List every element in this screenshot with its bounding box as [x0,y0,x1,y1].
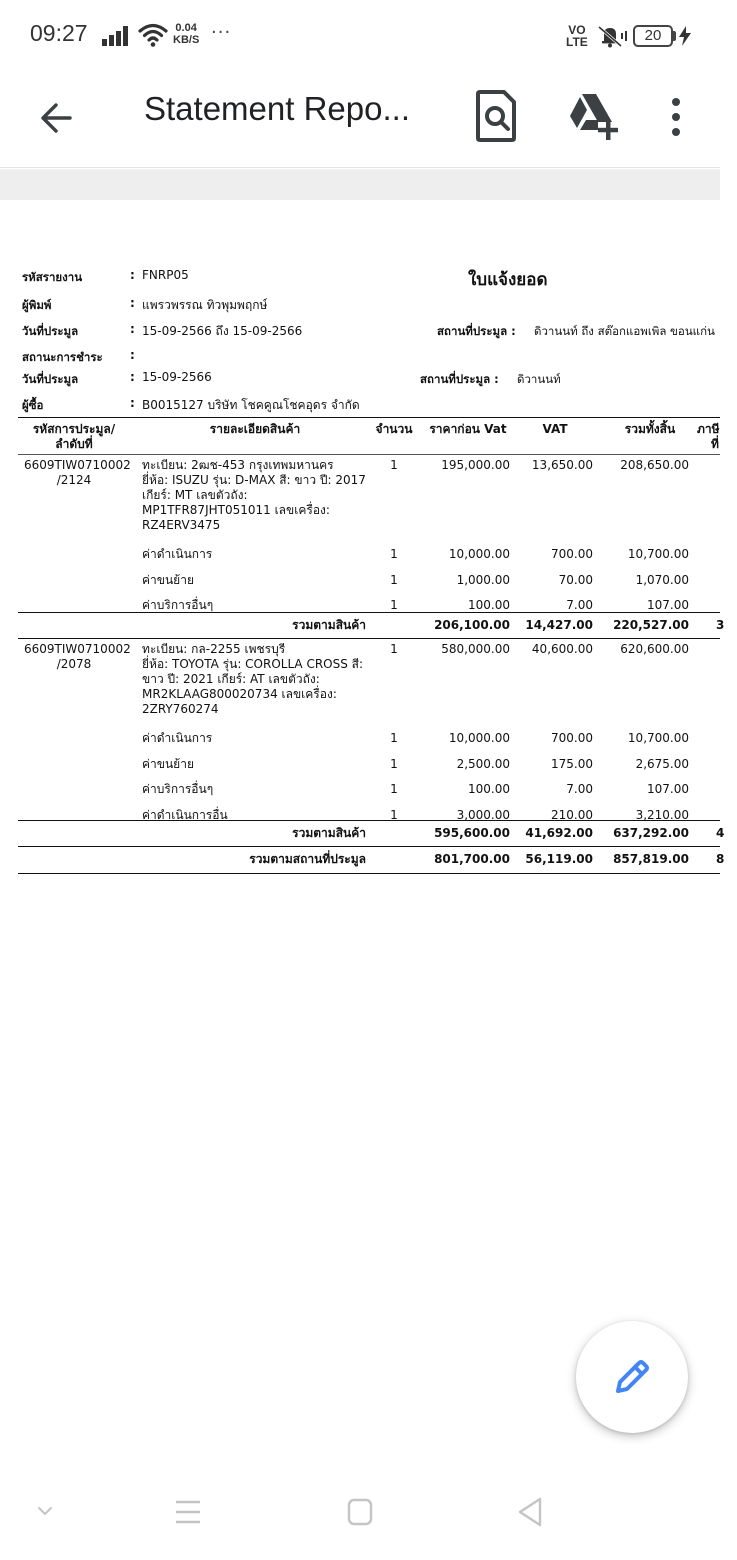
location-range-label: สถานที่ประมูล : [437,324,516,338]
fee-total: 1,070.00 [635,572,689,587]
item-description-line: RZ4ERV3475 [142,518,221,532]
subtotal-vat: 41,692.00 [525,826,593,840]
fee-vat: 175.00 [551,756,593,771]
fee-name: ค่าดำเนินการ [142,731,213,745]
item-description-line: ยี่ห้อ: TOYOTA รุ่น: COROLLA CROSS สี: [142,657,364,671]
item-description-line: MR2KLAAG800020734 เลขเครื่อง: [142,687,337,701]
add-to-drive-icon[interactable] [562,86,622,146]
grand-total-vat: 56,119.00 [525,852,593,866]
item-description-line: MP1TFR87JHT051011 เลขเครื่อง: [142,503,330,517]
fee-qty: 1 [390,756,398,771]
fee-total: 3,210.00 [635,807,689,822]
colon: : [130,396,135,410]
item-description-line: ขาว ปี: 2021 เกียร์: AT เลขตัวถัง: [142,672,320,686]
fee-vat: 700.00 [551,547,593,561]
grand-total-label: รวมตามสถานที่ประมูล [249,852,366,866]
printer-value: แพรวพรรณ ทิวพุมพฤกษ์ [142,298,268,312]
subtotal-vat: 14,427.00 [525,618,593,632]
colon: : [130,268,135,282]
column-header-total: รวมทั้งสิ้น [624,422,676,436]
edit-fab-button[interactable] [576,1321,688,1433]
fee-vat: 70.00 [558,572,593,587]
volte-indicator: VO LTE [566,23,588,49]
back-nav-icon[interactable] [508,1494,552,1530]
column-header-extra: ภาษี ที่ [697,422,720,451]
charging-bolt-icon [678,26,692,46]
item-description-line: เกียร์: MT เลขตัวถัง: [142,488,248,502]
fee-vat: 210.00 [551,807,593,822]
auction-code: 6609TIW0710002 [24,642,131,656]
colon: : [130,348,135,362]
item-price: 195,000.00 [441,458,510,472]
auction-code: 6609TIW0710002 [24,458,131,472]
pencil-icon [610,1355,654,1399]
chevron-down-icon[interactable] [30,1494,74,1530]
network-speed: 0.04 KB/S [173,22,200,46]
fee-qty: 1 [390,807,398,822]
signal-icon [102,26,130,46]
fee-price: 100.00 [468,782,510,796]
fee-total: 107.00 [647,782,689,796]
fee-vat: 7.00 [566,598,593,612]
fee-name: ค่าดำเนินการอื่น [142,807,228,822]
subtotal-price: 206,100.00 [434,618,510,632]
grand-total-bottom-rule [18,873,720,874]
system-nav-bar [0,1470,720,1560]
status-time: 09:27 [30,20,88,46]
colon: : [130,322,135,336]
report-code-value: FNRP05 [142,268,189,282]
fee-qty: 1 [390,547,398,561]
item-total: 208,650.00 [620,458,689,472]
find-in-page-icon[interactable] [470,88,522,144]
table-top-rule [18,417,720,418]
fee-price: 100.00 [468,598,510,612]
status-bar [0,0,720,72]
location-range-value: ดิวานนท์ ถึง สต๊อกแอพเพิล ขอนแก่น [534,324,715,338]
fee-vat: 700.00 [551,731,593,745]
fee-price: 1,000.00 [456,572,510,587]
item-vat: 40,600.00 [531,642,593,656]
item-vat: 13,650.00 [531,458,593,472]
subtotal-bottom-rule [18,638,720,639]
printer-label: ผู้พิมพ์ [22,298,52,312]
column-header-price: ราคาก่อน Vat [429,422,507,436]
fee-price: 3,000.00 [456,807,510,822]
fee-name: ค่าบริการอื่นๆ [142,598,214,612]
auction-date-label: วันที่ประมูล [22,372,79,386]
date-range-value: 15-09-2566 ถึง 15-09-2566 [142,324,303,338]
fee-qty: 1 [390,782,398,796]
fee-total: 10,700.00 [627,731,689,745]
more-vert-icon[interactable] [660,90,692,146]
fee-name: ค่าขนย้าย [142,572,194,587]
fee-qty: 1 [390,731,398,745]
fee-name: ค่าขนย้าย [142,756,194,771]
column-header-vat: VAT [542,422,568,436]
item-description-line: 2ZRY760274 [142,702,219,716]
buyer-value: B0015127 บริษัท โชคคูณโชคอุดร จำกัด [142,398,360,412]
item-description-line: ยี่ห้อ: ISUZU รุ่น: D-MAX สี: ขาว ปี: 2017 [142,473,366,487]
buyer-label: ผู้ซื้อ [22,398,44,412]
subtotal-total: 637,292.00 [613,826,689,840]
date-range-label: วันที่ประมูล [22,324,79,338]
battery-icon: 20 [633,25,673,47]
auction-sequence: /2078 [56,657,92,671]
report-code-label: รหัสรายงาน [22,270,83,284]
fee-qty: 1 [390,572,398,587]
column-header-qty: จำนวน [375,422,413,436]
grand-total-price: 801,700.00 [434,852,510,866]
document-top-margin [0,169,720,200]
app-bar [0,72,720,168]
column-header-details: รายละเอียดสินค้า [209,422,301,436]
colon: : [130,296,135,310]
document-title: Statement Repo... [144,90,410,127]
subtotal-bottom-rule [18,846,720,847]
colon: : [130,370,135,384]
fee-total: 10,700.00 [627,547,689,561]
statement-title: ใบแจ้งยอด [468,270,548,290]
auction-date-value: 15-09-2566 [142,370,212,384]
fee-price: 2,500.00 [456,756,510,771]
fee-name: ค่าดำเนินการ [142,547,213,561]
item-total: 620,600.00 [620,642,689,656]
subtotal-top-rule [18,820,720,821]
item-qty: 1 [390,642,398,656]
fee-total: 107.00 [647,598,689,612]
home-icon[interactable] [338,1494,382,1530]
grand-total-total: 857,819.00 [613,852,689,866]
statement-document [0,200,725,1440]
subtotal-label: รวมตามสินค้า [292,618,366,632]
fee-name: ค่าบริการอื่นๆ [142,782,214,796]
column-header-code: รหัสการประมูล/ ลำดับที่ [32,422,116,451]
recent-apps-icon[interactable] [166,1494,210,1530]
fee-total: 2,675.00 [635,756,689,771]
subtotal-top-rule [18,612,720,613]
battery-tip [673,31,676,41]
auction-sequence: /2124 [56,473,92,487]
table-header-rule [18,454,720,455]
subtotal-label: รวมตามสินค้า [292,826,366,840]
fee-qty: 1 [390,598,398,612]
fee-vat: 7.00 [566,782,593,796]
wifi-icon [138,22,168,48]
subtotal-extra: 4 [716,826,725,840]
subtotal-extra: 3 [716,618,725,632]
payment-status-label: สถานะการชำระ [22,350,103,364]
location-value: ดิวานนท์ [517,372,561,386]
arrow-back-icon[interactable] [30,92,82,144]
fee-price: 10,000.00 [448,731,510,745]
grand-total-extra: 8 [716,852,725,866]
item-qty: 1 [390,458,398,472]
item-description-line: ทะเบียน: กล-2255 เพชรบุรี [142,642,286,656]
subtotal-price: 595,600.00 [434,826,510,840]
item-description-line: ทะเบียน: 2ฒช-453 กรุงเทพมหานคร [142,458,334,472]
fee-price: 10,000.00 [448,547,510,561]
subtotal-total: 220,527.00 [613,618,689,632]
more-notifications-icon: ··· [211,22,232,43]
item-price: 580,000.00 [441,642,510,656]
mute-bell-icon [596,24,628,48]
location-label: สถานที่ประมูล : [420,372,499,386]
